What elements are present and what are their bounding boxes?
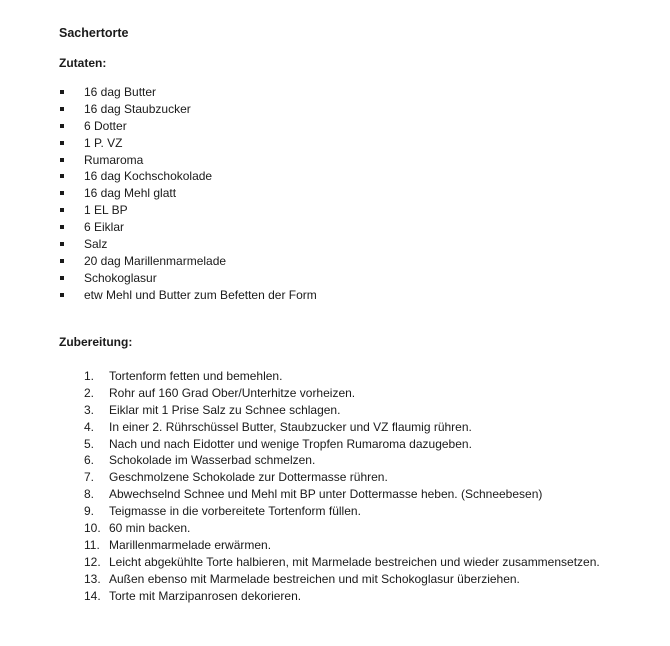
step-text: Teigmasse in die vorbereitete Tortenform füllen. bbox=[109, 504, 361, 519]
bullet-icon bbox=[60, 293, 64, 297]
bullet-icon bbox=[60, 124, 64, 128]
step-item bbox=[84, 520, 600, 537]
ingredients-heading: Zutaten: bbox=[59, 56, 107, 70]
recipe-title: Sachertorte bbox=[59, 26, 129, 40]
ingredient-item bbox=[59, 118, 317, 135]
ingredient-item bbox=[59, 101, 317, 118]
step-number: 9. bbox=[84, 504, 95, 519]
step-number: 6. bbox=[84, 453, 95, 468]
step-number: 2. bbox=[84, 385, 95, 400]
step-item bbox=[84, 419, 600, 436]
step-item bbox=[84, 402, 600, 419]
ingredient-text: Salz bbox=[84, 237, 108, 252]
step-text: Marillenmarmelade erwärmen. bbox=[109, 537, 272, 552]
bullet-icon bbox=[60, 158, 64, 162]
bullet-icon bbox=[60, 242, 64, 246]
step-item bbox=[84, 537, 600, 554]
bullet-icon bbox=[60, 259, 64, 263]
ingredient-item bbox=[59, 135, 317, 152]
ingredient-item bbox=[59, 185, 317, 202]
step-number: 7. bbox=[84, 470, 95, 485]
ingredient-text: 6 Eiklar bbox=[84, 220, 125, 235]
step-text: Abwechselnd Schnee und Mehl mit BP unter Dottermasse heben. (Schneebesen) bbox=[109, 487, 543, 502]
ingredient-text: 16 dag Staubzucker bbox=[84, 101, 191, 116]
step-number: 3. bbox=[84, 402, 95, 417]
bullet-icon bbox=[60, 174, 64, 178]
step-text: Leicht abgekühlte Torte halbieren, mit Marmelade bestreichen und wieder zusammensetzen. bbox=[109, 554, 600, 569]
step-text: Rohr auf 160 Grad Ober/Unterhitze vorheizen. bbox=[109, 385, 356, 400]
ingredient-item bbox=[59, 287, 317, 304]
ingredient-text: 6 Dotter bbox=[84, 118, 127, 133]
step-number: 13. bbox=[84, 571, 101, 586]
step-item bbox=[84, 554, 600, 571]
step-item bbox=[84, 503, 600, 520]
bullet-icon bbox=[60, 107, 64, 111]
bullet-icon bbox=[60, 90, 64, 94]
step-text: Schokolade im Wasserbad schmelzen. bbox=[109, 453, 316, 468]
ingredient-text: 20 dag Marillenmarmelade bbox=[84, 253, 227, 268]
ingredient-item bbox=[59, 168, 317, 185]
step-number: 12. bbox=[84, 554, 101, 569]
step-text: In einer 2. Rührschüssel Butter, Staubzucker und VZ flaumig rühren. bbox=[109, 419, 472, 434]
step-text: Torte mit Marzipanrosen dekorieren. bbox=[109, 588, 302, 603]
ingredient-text: 16 dag Mehl glatt bbox=[84, 186, 177, 201]
step-number: 14. bbox=[84, 588, 101, 603]
ingredient-item bbox=[59, 253, 317, 270]
ingredient-text: 16 dag Butter bbox=[84, 85, 157, 99]
step-item bbox=[84, 436, 600, 453]
ingredient-item bbox=[59, 236, 317, 253]
step-text: Geschmolzene Schokolade zur Dottermasse rühren. bbox=[109, 470, 388, 485]
ingredient-text: 1 P. VZ bbox=[84, 135, 123, 150]
bullet-icon bbox=[60, 276, 64, 280]
bullet-icon bbox=[60, 225, 64, 229]
ingredient-text: Schokoglasur bbox=[84, 270, 157, 285]
step-text: Eiklar mit 1 Prise Salz zu Schnee schlagen. bbox=[109, 402, 341, 417]
step-item bbox=[84, 452, 600, 469]
step-text: Außen ebenso mit Marmelade bestreichen und mit Schokoglasur überziehen. bbox=[109, 571, 520, 586]
ingredients-list bbox=[59, 84, 317, 304]
step-item bbox=[84, 385, 600, 402]
steps-list bbox=[84, 368, 600, 604]
step-item bbox=[84, 486, 600, 503]
ingredient-text: etw Mehl und Butter zum Befetten der Form bbox=[84, 287, 317, 302]
step-number: 1. bbox=[84, 369, 95, 383]
ingredient-text: 1 EL BP bbox=[84, 203, 128, 218]
step-item bbox=[84, 571, 600, 588]
step-text: 60 min backen. bbox=[109, 521, 191, 536]
preparation-heading: Zubereitung: bbox=[59, 335, 133, 349]
step-number: 5. bbox=[84, 436, 95, 451]
step-number: 8. bbox=[84, 487, 95, 502]
ingredient-item bbox=[59, 219, 317, 236]
step-item bbox=[84, 469, 600, 486]
bullet-icon bbox=[60, 141, 64, 145]
step-item bbox=[84, 588, 600, 605]
step-text: Tortenform fetten und bemehlen. bbox=[109, 369, 283, 383]
ingredient-item bbox=[59, 270, 317, 287]
bullet-icon bbox=[60, 191, 64, 195]
ingredient-text: Rumaroma bbox=[84, 152, 144, 167]
step-item bbox=[84, 368, 600, 385]
step-number: 4. bbox=[84, 419, 95, 434]
step-text: Nach und nach Eidotter und wenige Tropfen Rumaroma dazugeben. bbox=[109, 436, 472, 451]
step-number: 10. bbox=[84, 521, 101, 536]
ingredient-item bbox=[59, 152, 317, 169]
ingredient-item bbox=[59, 84, 317, 101]
ingredient-text: 16 dag Kochschokolade bbox=[84, 169, 213, 184]
ingredient-item bbox=[59, 202, 317, 219]
step-number: 11. bbox=[84, 537, 100, 552]
bullet-icon bbox=[60, 208, 64, 212]
